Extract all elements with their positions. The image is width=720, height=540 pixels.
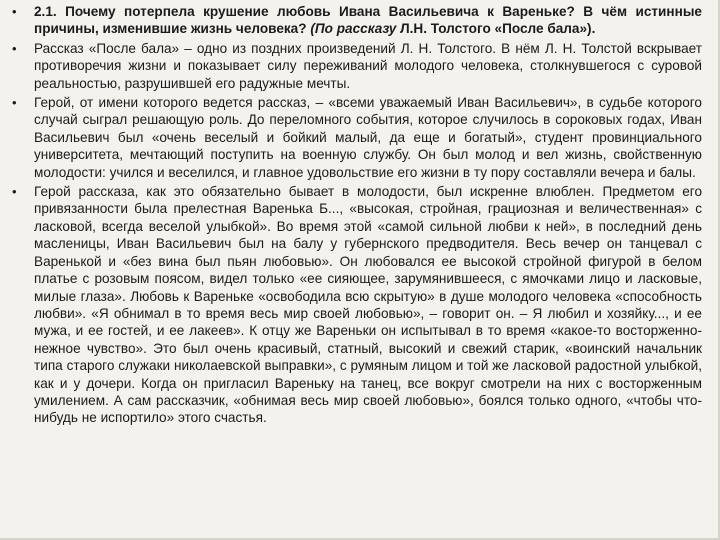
bullet-item-intro [12, 40, 702, 92]
bullet-glyph: • [12, 4, 17, 19]
bullet-item-question [12, 3, 702, 38]
bullet-item-hero [12, 94, 702, 181]
bullet-item-love [12, 183, 702, 427]
bullet-list [12, 3, 702, 429]
bullet-glyph: • [12, 95, 17, 111]
love-text: Герой рассказа, как это обязательно бывает в молодости, был искренне влюблен. Предметом его привязанности была прелестная Варенька Б..., «высокая, стройная, грациозная и величественная» с ласковой, всегда веселой улыбкой». Во время этой «самой сильной любви к ней», в последний день масленицы, Иван Васильевич был на балу у губернского предводителя. Весь вечер он танцевал с Варенькой и «без вина был пьян любовью». Он любовался ее высокой стройной фигурой в белом платье с розовым поясом, видел только «ее сияющее, зарумянившееся, с ямочками лицо и ласковые, милые глаза». Любовь к Вареньке «освободила всю скрытую» в душе молодого человека «способность любви». «Я обнимал в то время весь мир своей любовью», – говорит он. – Я любил и хозяйку..., и ее мужа, и ее гостей, и ее лакеев». К отцу же Вареньки он испытывал в то время «какое-то восторженно-нежное чувство». Это был очень красивый, статный, высокий и свежий старик, «воинский начальник типа старого служаки николаевской выправки», с румяным лицом и той же ласковой радостной улыбкой, как и у дочери. Когда он пригласил Вареньку на танец, все вокруг смотрели на них с восторженным умилением. А сам рассказчик, «обнимая весь мир своей любовью», боялся только одного, «чтобы что-нибудь не испортило» этого счастья. [34, 184, 702, 426]
question-tail: Л.Н. Толстого «После бала»). [400, 21, 596, 37]
bullet-glyph: • [12, 184, 17, 200]
question-italic: (По рассказу [310, 21, 401, 37]
question-bold: 2.1. Почему потерпела крушение любовь Ивана Васильевича к Вареньке? В чём истинные причины, изменившие жизнь человека? [34, 4, 702, 37]
intro-text: Рассказ «После бала» – одно из поздних произведений Л. Н. Толстого. В нём Л. Н. Толстой вскрывает противоречия жизни и показывает силу переживаний молодого человека, столкнувшегося с суровой реальностью, разрушившей его радужные мечты. [34, 40, 702, 91]
bullet-glyph: • [12, 40, 17, 56]
hero-text: Герой, от имени которого ведется рассказ, – «всеми уважаемый Иван Васильевич», в судьбе которого случай сыграл решающую роль. До переломного события, которое случилось в сороковых годах, Иван Васильевич был «очень веселый и бойкий малый, да еще и богатый», студент провинциального университета, мечтающий поступить на военную службу. Он был молод и вел жизнь, свойственную молодости: учился и веселился, и главное удовольствие его жизни в ту пору составляли вечера и балы. [34, 95, 702, 180]
question-text [34, 4, 702, 36]
